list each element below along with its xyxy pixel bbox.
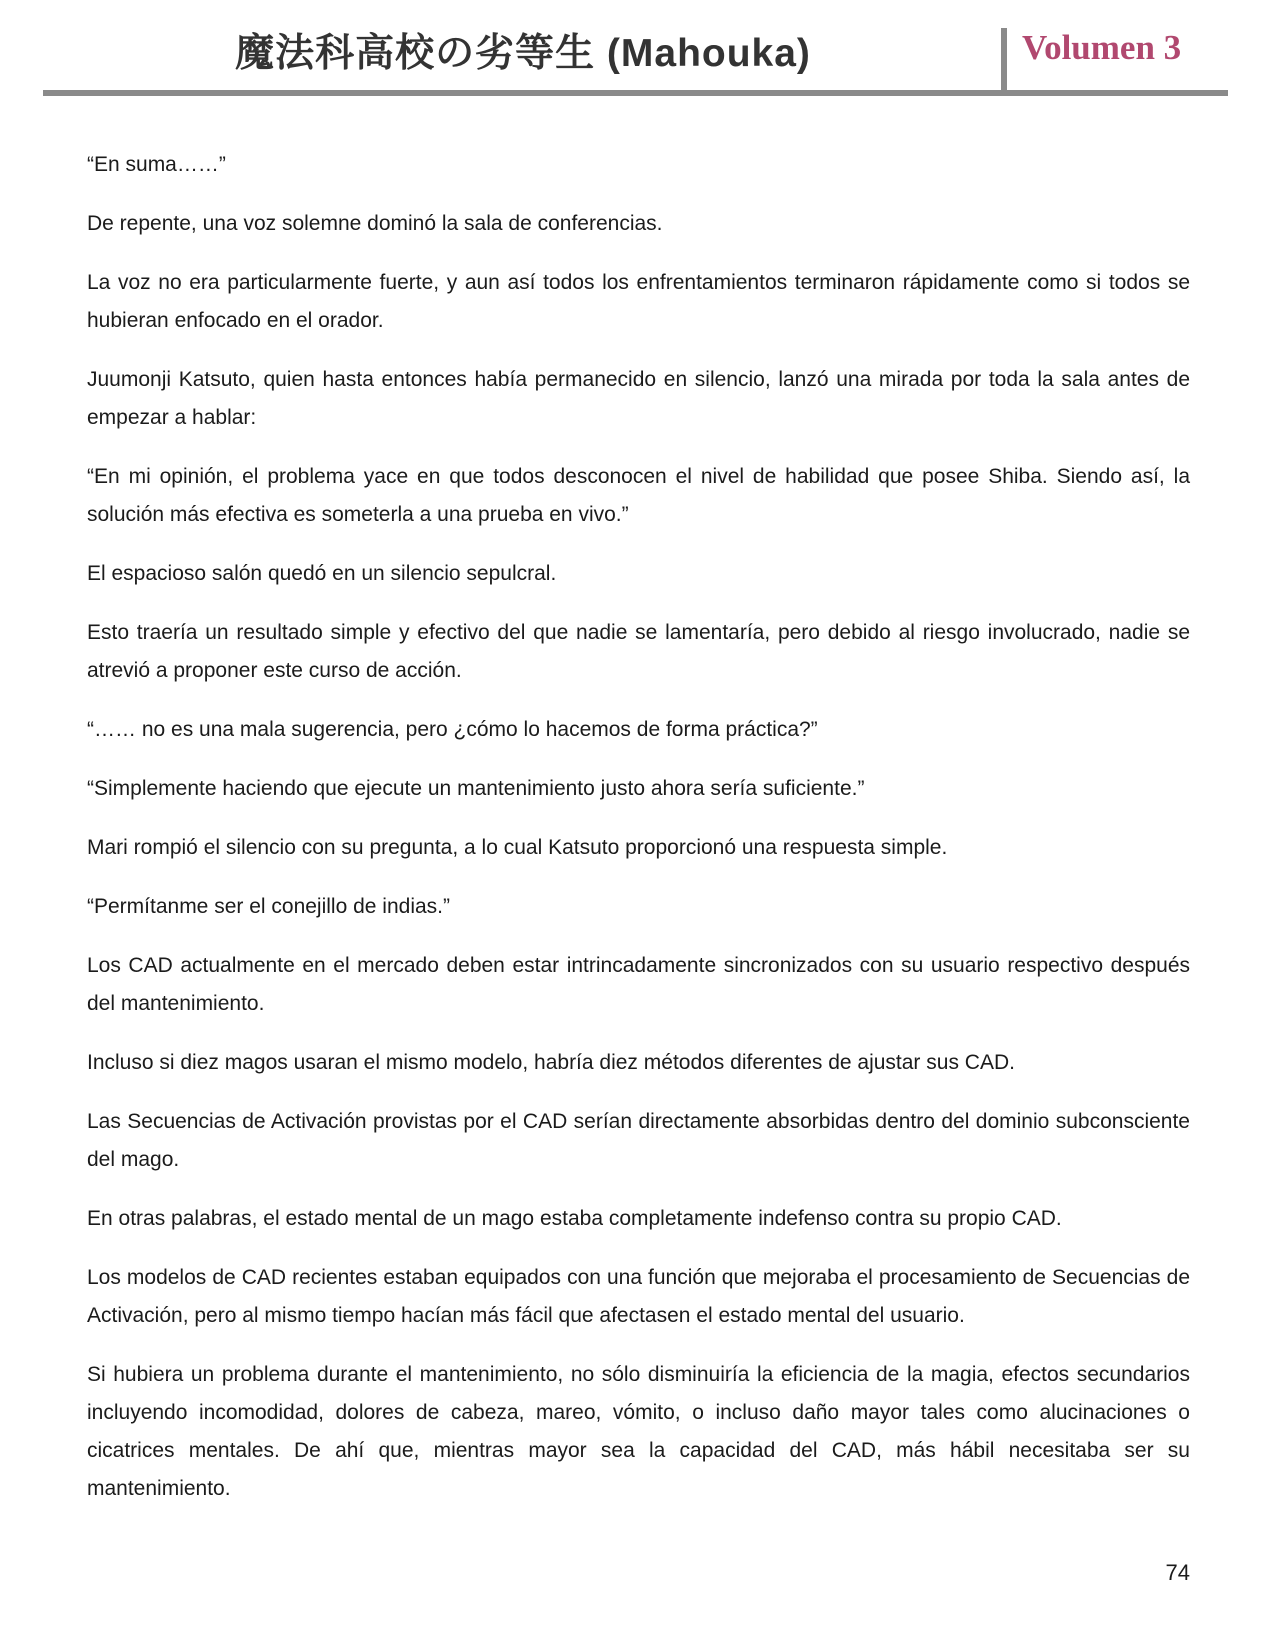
paragraph: De repente, una voz solemne dominó la sala de conferencias. <box>87 212 663 235</box>
paragraph: En otras palabras, el estado mental de un mago estaba completamente indefenso contra su propio CAD. <box>87 1207 1062 1230</box>
page-number: 74 <box>1165 1560 1190 1585</box>
paragraph: La voz no era particularmente fuerte, y aun así todos los enfrentamientos terminaron rápidamente como si todos se hubieran enfocado en el orador. <box>87 271 1190 332</box>
paragraph: Si hubiera un problema durante el mantenimiento, no sólo disminuiría la eficiencia de la magia, efectos secundarios incluyendo incomodidad, dolores de cabeza, mareo, vómito, o incluso daño mayor tales como alucinaciones o cicatrices mentales. De ahí que, mientras mayor sea la capacidad del CAD, más hábil necesitaba ser su mantenimiento. <box>87 1363 1190 1500</box>
volume-label: Volumen 3 <box>1022 28 1182 67</box>
paragraph: Las Secuencias de Activación provistas por el CAD serían directamente absorbidas dentro del dominio subconsciente del mago. <box>87 1110 1190 1171</box>
paragraph: Juumonji Katsuto, quien hasta entonces había permanecido en silencio, lanzó una mirada por toda la sala antes de empezar a hablar: <box>87 368 1190 429</box>
page-header <box>0 0 1275 96</box>
paragraph: Incluso si diez magos usaran el mismo modelo, habría diez métodos diferentes de ajustar sus CAD. <box>87 1051 1015 1074</box>
page-body <box>87 146 1190 1529</box>
header-vertical-divider <box>1001 28 1007 90</box>
paragraph: Los CAD actualmente en el mercado deben estar intrincadamente sincronizados con su usuario respectivo después del mantenimiento. <box>87 954 1190 1015</box>
book-title: 魔法科高校の劣等生 (Mahouka) <box>235 32 811 75</box>
paragraph: “Simplemente haciendo que ejecute un mantenimiento justo ahora sería suficiente.” <box>87 777 865 800</box>
paragraph: Los modelos de CAD recientes estaban equipados con una función que mejoraba el procesamiento de Secuencias de Activación, pero al mismo tiempo hacían más fácil que afectasen el estado mental del usuario. <box>87 1266 1190 1327</box>
paragraph: El espacioso salón quedó en un silencio sepulcral. <box>87 562 557 585</box>
paragraph: “En suma……” <box>87 153 226 176</box>
paragraph: “En mi opinión, el problema yace en que todos desconocen el nivel de habilidad que posee Shiba. Siendo así, la solución más efectiva es someterla a una prueba en vivo.” <box>87 465 1190 526</box>
header-horizontal-rule <box>43 90 1228 96</box>
paragraph: “Permítanme ser el conejillo de indias.” <box>87 895 450 918</box>
paragraph: Esto traería un resultado simple y efectivo del que nadie se lamentaría, pero debido al riesgo involucrado, nadie se atrevió a proponer este curso de acción. <box>87 621 1190 682</box>
paragraph: “…… no es una mala sugerencia, pero ¿cómo lo hacemos de forma práctica?” <box>87 718 818 741</box>
paragraph: Mari rompió el silencio con su pregunta, a lo cual Katsuto proporcionó una respuesta simple. <box>87 836 948 859</box>
